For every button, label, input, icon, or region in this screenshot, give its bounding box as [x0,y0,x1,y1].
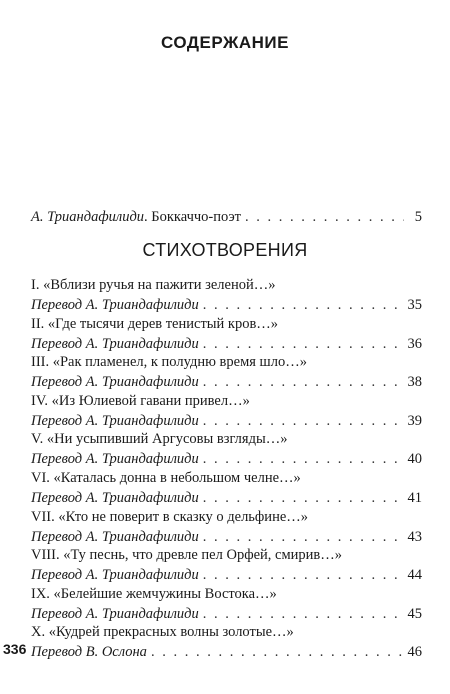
translator-credit: Перевод А. Триандафилиди [31,528,199,545]
translator-credit: Перевод А. Триандафилиди [31,374,199,391]
leader-dots [203,295,404,315]
toc-poem-translator-row [31,295,422,315]
toc-poem-translator-row [31,372,422,392]
toc-poem-title: I. «Вблизи ручья на пажити зеленой…» [31,277,276,293]
toc-poem-translator-row [31,527,422,547]
page-number: 5 [414,209,422,225]
contents-heading: СОДЕРЖАНИЕ [161,33,289,52]
translator-credit: Перевод А. Триандафилиди [31,490,199,506]
toc-poem-title: VIII. «Ту песнь, что древле пел Орфей, смирив…» [31,547,343,564]
toc-poem-translator-row [31,604,422,624]
toc-poem-translator-row [31,411,422,431]
leader-dots [203,604,404,624]
page-number: 40 [407,451,422,468]
translator-credit: Перевод А. Триандафилиди [31,451,199,468]
folio-page-number: 336 [3,641,27,657]
toc-poem-title: V. «Ни усыпивший Аргусовы взгляды…» [31,431,288,448]
leader-dots [203,449,404,469]
leader-dots [245,207,404,227]
toc-poem-title: VII. «Кто не поверит в сказку о дельфине…» [31,508,309,525]
toc-poem-translator-row [31,642,422,662]
leader-dots [203,527,404,547]
toc-poem-title: VI. «Каталась донна в небольшом челне…» [31,470,301,486]
toc-poem-translator-row [31,488,422,508]
leader-dots [203,565,404,585]
translator-credit: Перевод А. Триандафилиди [31,567,199,584]
toc-poem-translator-row [31,334,422,354]
toc-poem-title: X. «Кудрей прекрасных волны золотые…» [31,624,294,641]
toc-poem-title: IV. «Из Юлиевой гавани привел…» [31,392,250,409]
intro-title: . Боккаччо-поэт [144,209,242,225]
poems-heading: СТИХОТВОРЕНИЯ [142,240,308,260]
page-number: 46 [407,644,422,661]
intro-author: А. Триандафилиди [31,209,145,225]
intro-text [31,207,241,227]
toc-entry-intro [31,207,422,227]
leader-dots [203,411,404,431]
page-number: 38 [407,374,422,391]
toc-poem-title: II. «Где тысячи дерев тенистый кров…» [31,315,279,332]
toc-poem-translator-row [31,565,422,585]
page-number: 36 [407,335,422,352]
toc-poem-title: IX. «Белейшие жемчужины Востока…» [31,585,277,602]
leader-dots [203,488,404,508]
translator-credit: Перевод А. Триандафилиди [31,297,199,313]
page-number: 41 [407,490,422,506]
leader-dots [203,372,404,392]
page-number: 39 [407,412,422,429]
translator-credit: Перевод А. Триандафилиди [31,335,199,352]
page-number: 44 [407,567,422,584]
translator-credit: Перевод А. Триандафилиди [31,412,199,429]
page-number: 45 [407,605,422,622]
translator-credit: Перевод А. Триандафилиди [31,605,199,622]
page-number: 35 [407,297,422,313]
leader-dots [151,642,404,662]
translator-credit: Перевод В. Ослона [31,644,147,661]
toc-poem-translator-row [31,449,422,469]
page-number: 43 [407,528,422,545]
toc-poem-title: III. «Рак пламенел, к полудню время шло…» [31,354,307,371]
leader-dots [203,334,404,354]
